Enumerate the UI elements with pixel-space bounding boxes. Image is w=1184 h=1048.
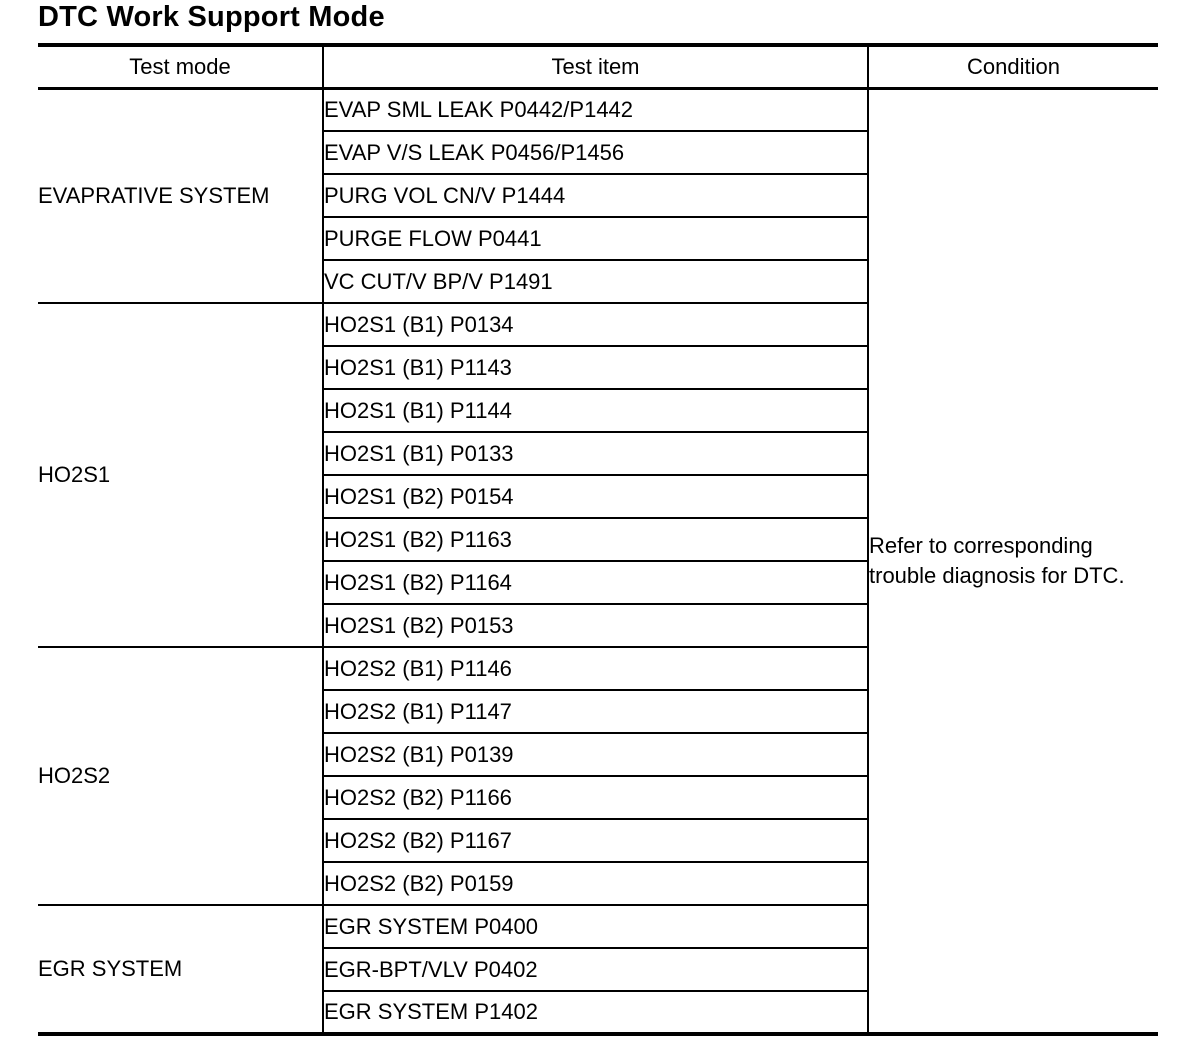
test-item-cell: HO2S1 (B1) P0133: [323, 432, 868, 475]
test-item-cell: EVAP SML LEAK P0442/P1442: [323, 88, 868, 131]
test-mode-cell: EGR SYSTEM: [38, 905, 323, 1034]
test-item-cell: HO2S1 (B2) P1164: [323, 561, 868, 604]
condition-text-line-2: trouble diagnosis for DTC.: [869, 562, 1125, 588]
test-mode-cell: HO2S1: [38, 303, 323, 647]
test-mode-cell: EVAPRATIVE SYSTEM: [38, 88, 323, 303]
test-item-cell: HO2S1 (B1) P1143: [323, 346, 868, 389]
page-title: DTC Work Support Mode: [38, 1, 385, 33]
test-item-cell: EGR SYSTEM P0400: [323, 905, 868, 948]
header-condition: Condition: [868, 45, 1158, 88]
dtc-work-support-table: [38, 43, 1158, 1036]
test-item-cell: HO2S2 (B2) P0159: [323, 862, 868, 905]
test-item-cell: HO2S1 (B1) P1144: [323, 389, 868, 432]
test-item-cell: HO2S2 (B2) P1167: [323, 819, 868, 862]
test-item-cell: HO2S2 (B1) P1147: [323, 690, 868, 733]
table-row: [38, 88, 1158, 131]
test-mode-cell: HO2S2: [38, 647, 323, 905]
test-item-cell: HO2S1 (B2) P1163: [323, 518, 868, 561]
test-item-cell: EGR-BPT/VLV P0402: [323, 948, 868, 991]
test-item-cell: VC CUT/V BP/V P1491: [323, 260, 868, 303]
table-header-row: [38, 45, 1158, 88]
table-body: [38, 88, 1158, 1034]
condition-cell: [868, 88, 1158, 1034]
test-item-cell: HO2S1 (B1) P0134: [323, 303, 868, 346]
test-item-cell: PURGE FLOW P0441: [323, 217, 868, 260]
test-item-cell: PURG VOL CN/V P1444: [323, 174, 868, 217]
test-item-cell: HO2S1 (B2) P0153: [323, 604, 868, 647]
test-item-cell: HO2S2 (B1) P0139: [323, 733, 868, 776]
test-item-cell: HO2S1 (B2) P0154: [323, 475, 868, 518]
test-item-cell: HO2S2 (B2) P1166: [323, 776, 868, 819]
condition-text-line-1: Refer to corresponding: [869, 532, 1093, 558]
test-item-cell: HO2S2 (B1) P1146: [323, 647, 868, 690]
header-test-item: Test item: [323, 45, 868, 88]
header-test-mode: Test mode: [38, 45, 323, 88]
test-item-cell: EGR SYSTEM P1402: [323, 991, 868, 1034]
test-item-cell: EVAP V/S LEAK P0456/P1456: [323, 131, 868, 174]
